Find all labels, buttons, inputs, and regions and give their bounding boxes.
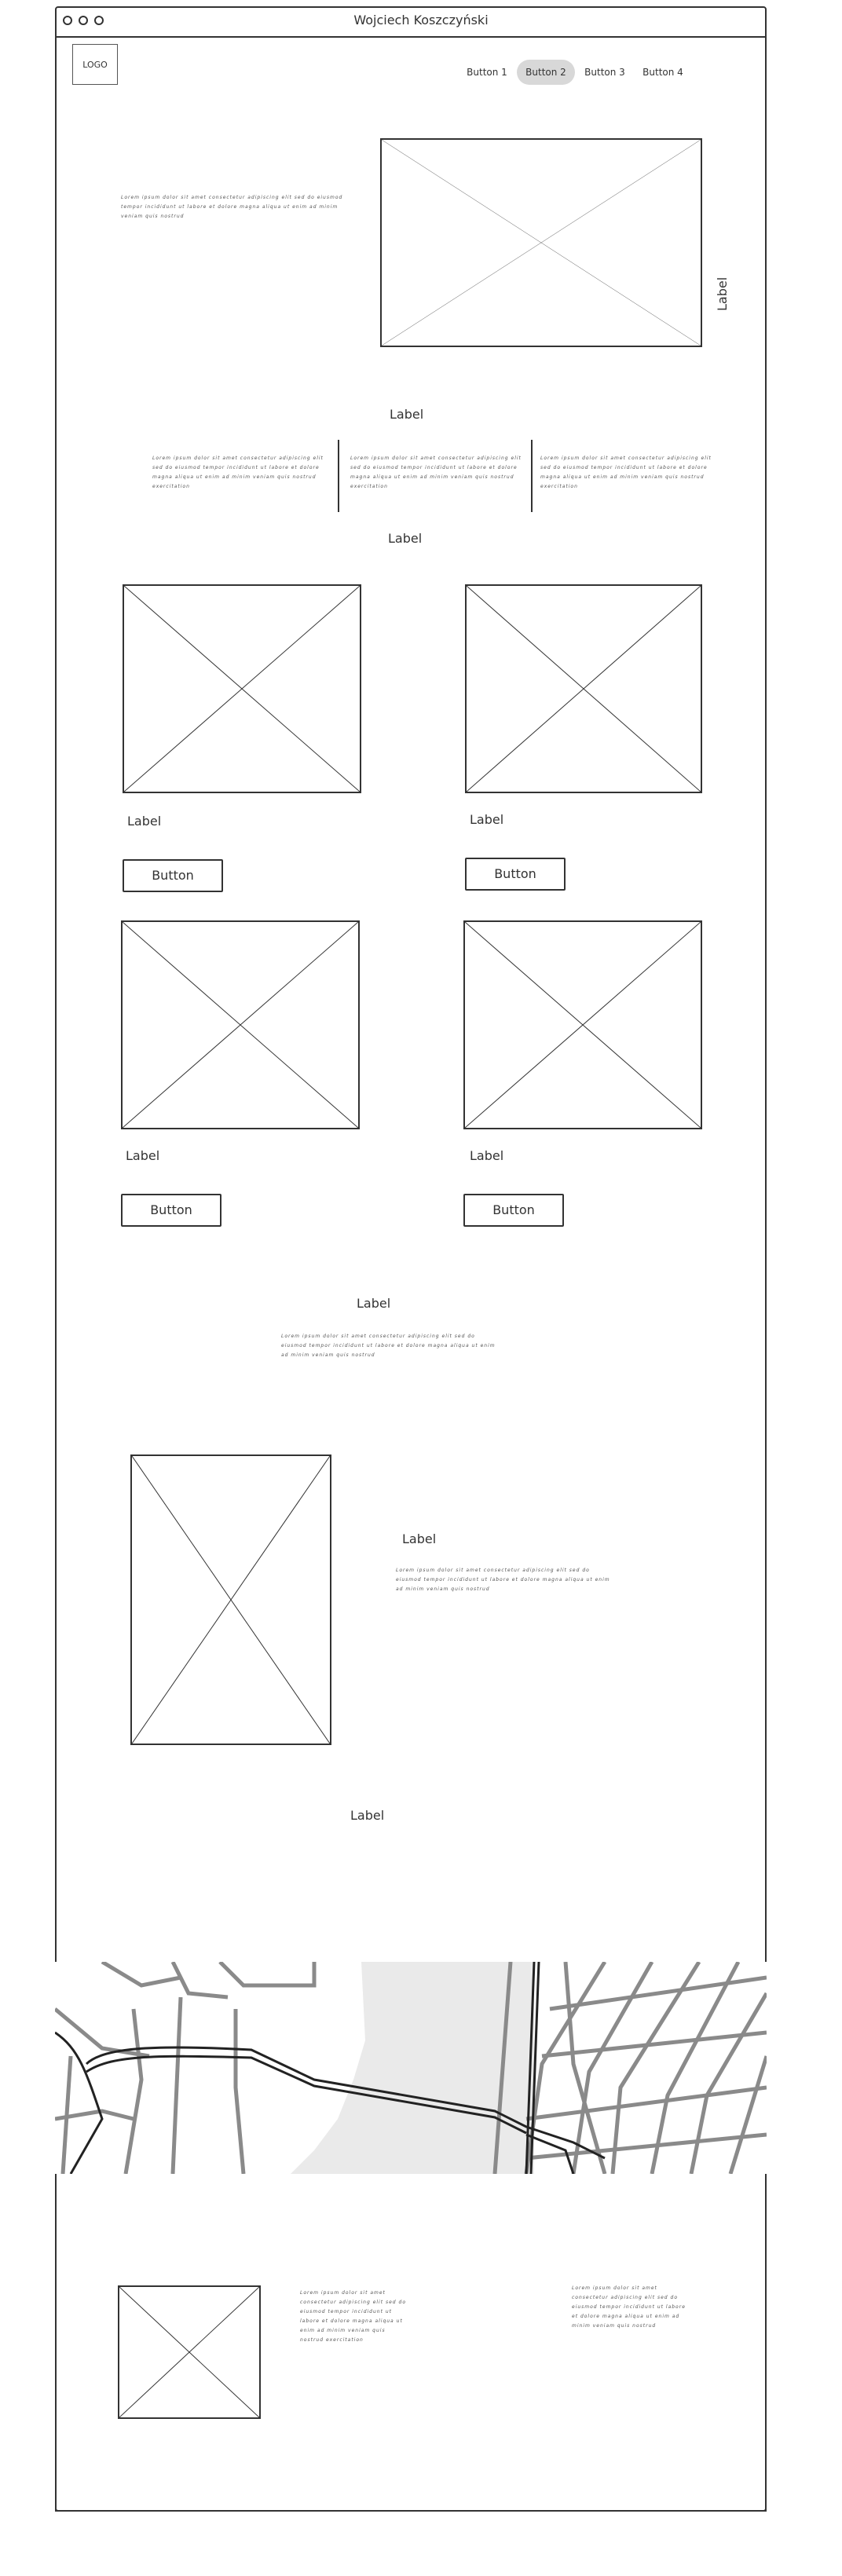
feature-bottom-label: Label <box>350 1808 385 1823</box>
columns-footer-label: Label <box>388 531 423 546</box>
column-text-3: Lorem ipsum dolor sit amet consectetur adipiscing elit sed do eiusmod tempor incididunt ut labore et dolore magna aliqua ut enim ad minim veniam quis nostrud exercitation <box>540 456 712 489</box>
info-heading: Label <box>357 1296 391 1311</box>
nav-button-4[interactable]: Button 4 <box>642 67 683 78</box>
map[interactable] <box>55 1962 767 2174</box>
hero-text: Lorem ipsum dolor sit amet consectetur adipiscing elit sed do eiusmod tempor incididunt ut labore et dolore magna aliqua ut enim ad minim veniam quis nostrud <box>121 195 343 219</box>
card-label: Label <box>470 812 504 827</box>
feature-heading: Label <box>402 1531 437 1546</box>
card-image-placeholder <box>463 920 702 1129</box>
column-divider-2 <box>531 440 533 512</box>
card-image-placeholder <box>123 584 361 793</box>
window-title: Wojciech Koszczyński <box>353 13 489 27</box>
footer-image-placeholder <box>118 2285 261 2419</box>
card-button[interactable]: Button <box>463 1194 564 1227</box>
card-button[interactable]: Button <box>123 859 223 892</box>
card-button[interactable]: Button <box>121 1194 221 1227</box>
nav-button-3[interactable]: Button 3 <box>584 67 625 78</box>
card-image-placeholder <box>465 584 702 793</box>
nav-button-2[interactable]: Button 2 <box>517 60 575 85</box>
card-image-placeholder <box>121 920 360 1129</box>
card-button[interactable]: Button <box>465 858 566 891</box>
card-label: Label <box>127 814 162 829</box>
column-divider-1 <box>338 440 339 512</box>
nav-button-1[interactable]: Button 1 <box>467 67 507 78</box>
footer-text-left: Lorem ipsum dolor sit amet consectetur adipiscing elit sed do eiusmod tempor incididunt ut labore et dolore magna aliqua ut enim ad minim veniam quis nostrud exercitation <box>300 2290 406 2343</box>
hero-side-label: Label <box>715 276 730 311</box>
logo-text: LOGO <box>82 60 108 70</box>
hero-image-placeholder <box>380 138 702 347</box>
column-text-1: Lorem ipsum dolor sit amet consectetur adipiscing elit sed do eiusmod tempor incididunt ut labore et dolore magna aliqua ut enim ad minim veniam quis nostrud exercitation <box>152 456 324 489</box>
column-text-2: Lorem ipsum dolor sit amet consectetur adipiscing elit sed do eiusmod tempor incididunt ut labore et dolore magna aliqua ut enim ad minim veniam quis nostrud exercitation <box>350 456 522 489</box>
feature-text: Lorem ipsum dolor sit amet consectetur adipiscing elit sed do eiusmod tempor incididunt ut labore et dolore magna aliqua ut enim ad minim veniam quis nostrud <box>396 1568 610 1592</box>
card-label: Label <box>470 1148 504 1163</box>
footer-text-right: Lorem ipsum dolor sit amet consectetur adipiscing elit sed do eiusmod tempor incididunt ut labore et dolore magna aliqua ut enim ad minim veniam quis nostrud <box>572 2285 686 2329</box>
columns-heading: Label <box>390 407 424 422</box>
card-label: Label <box>126 1148 160 1163</box>
feature-image-placeholder <box>130 1454 331 1745</box>
info-text: Lorem ipsum dolor sit amet consectetur adipiscing elit sed do eiusmod tempor incididunt ut labore et dolore magna aliqua ut enim ad minim veniam quis nostrud <box>281 1334 496 1358</box>
